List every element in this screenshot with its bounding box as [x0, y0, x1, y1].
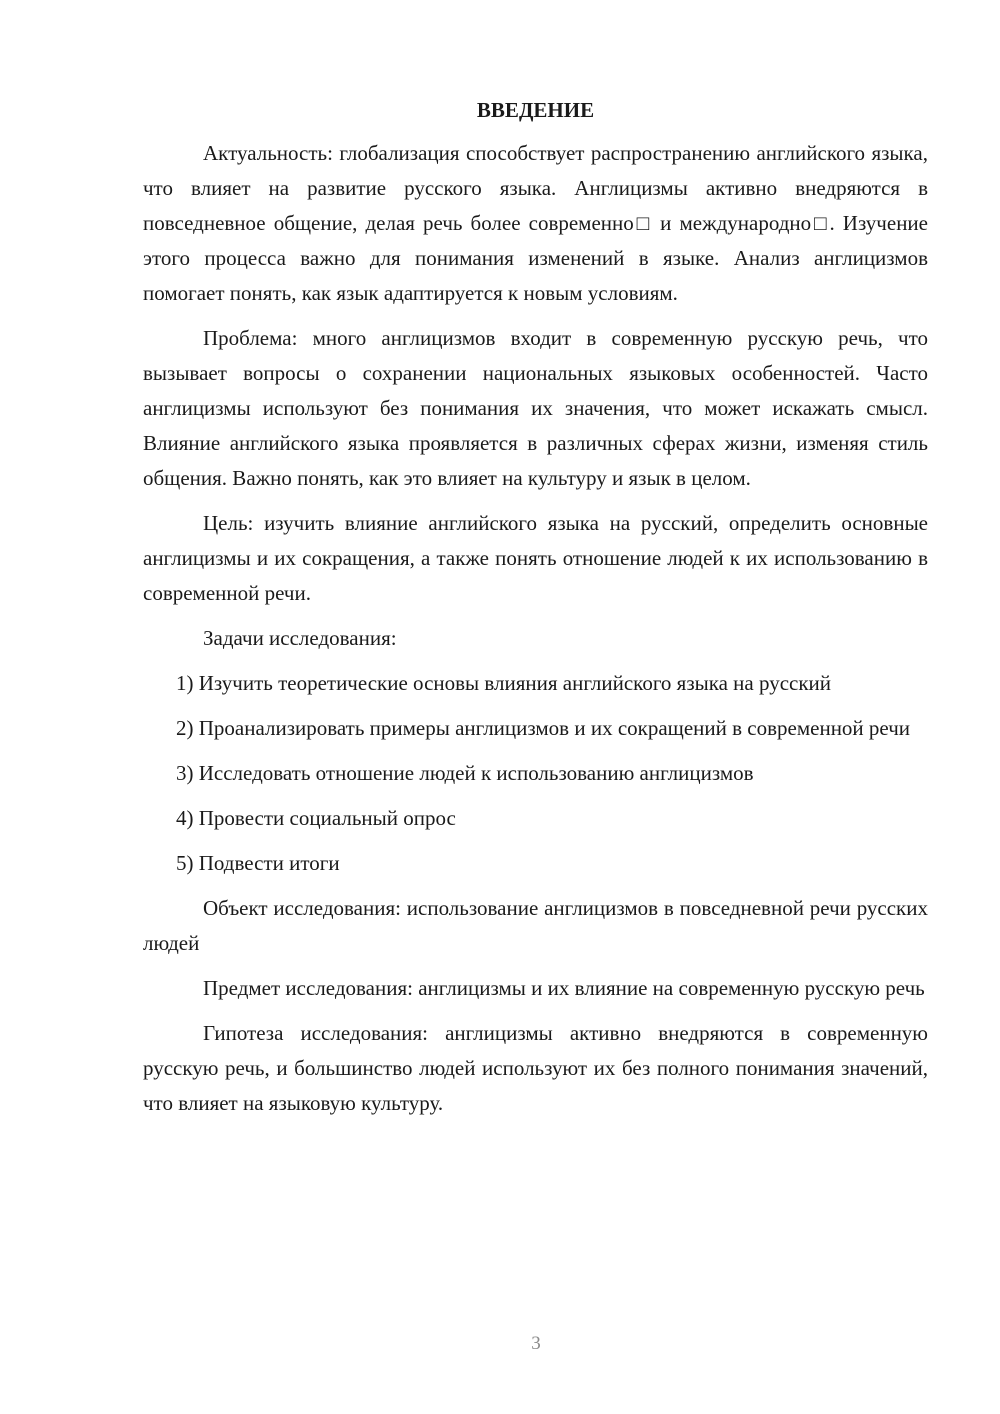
task-item-3: 3) Исследовать отношение людей к использованию англицизмов — [176, 761, 754, 785]
section-heading: ВВЕДЕНИЕ — [476, 98, 595, 122]
task-item-2: 2) Проанализировать примеры англицизмов и их сокращений в современной речи — [176, 716, 911, 740]
task-item-5: 5) Подвести итоги — [176, 851, 340, 875]
task-item-4: 4) Провести социальный опрос — [176, 806, 456, 830]
paragraph-problem: Проблема: много англицизмов входит в современную русскую речь, что вызывает вопросы о сохранении национальных языковых особенностей. Часто англицизмы используют без понимания их значения, что может искажать смысл. Влияние английского языка проявляется в различных сферах жизни, изменяя стиль общения. Важно понять, как это влияет на культуру и язык в целом. — [143, 326, 928, 490]
paragraph-goal: Цель: изучить влияние английского языка на русский, определить основные англицизмы и их сокращения, а также понять отношение людей к их использованию в современной речи. — [143, 511, 928, 605]
paragraph-relevance: Актуальность: глобализация способствует распространению английского языка, что влияет на развитие русского языка. Англицизмы активно внедряются в повседневное общение, делая речь более современно□ и международно□. Изучение этого процесса важно для понимания изменений в языке. Анализ англицизмов помогает понять, как язык адаптируется к новым условиям. — [143, 141, 928, 305]
paragraph-subject: Предмет исследования: англицизмы и их влияние на современную русскую речь — [203, 976, 925, 1000]
page-content — [143, 93, 928, 1131]
paragraph-object: Объект исследования: использование англицизмов в повседневной речи русских людей — [143, 896, 928, 955]
task-item-1: 1) Изучить теоретические основы влияния английского языка на русский — [176, 671, 832, 695]
paragraph-hypothesis: Гипотеза исследования: англицизмы активно внедряются в современную русскую речь, и большинство людей используют их без полного понимания значений, что влияет на языковую культуру. — [143, 1021, 928, 1115]
page-number: 3 — [531, 1333, 541, 1354]
paragraph-tasks-heading: Задачи исследования: — [203, 626, 397, 650]
